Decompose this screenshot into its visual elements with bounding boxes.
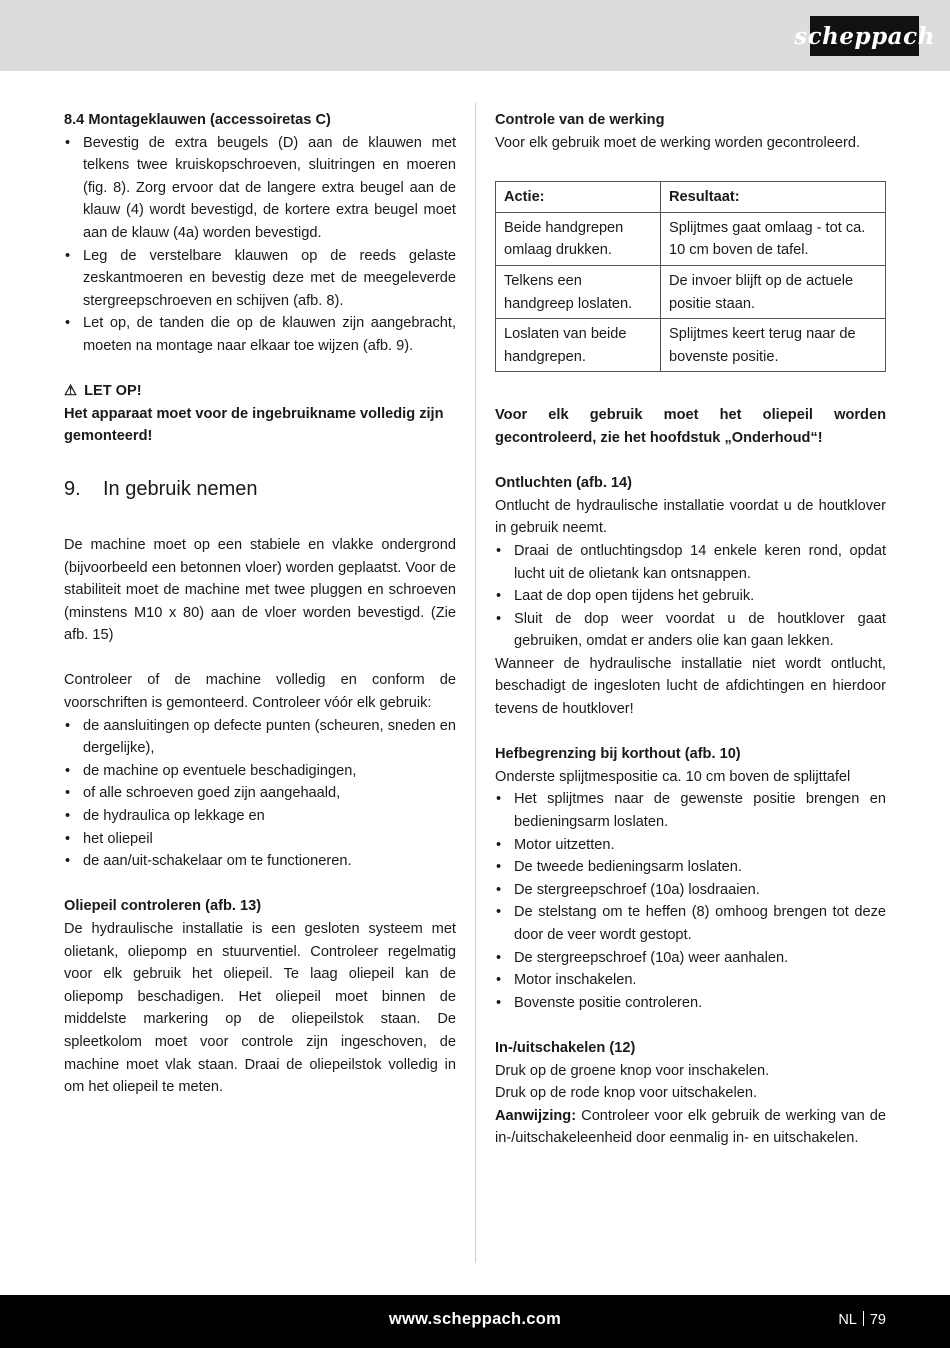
function-check-title: Controle van de werking bbox=[495, 112, 665, 128]
list-item: • Let op, de tanden die op de klauwen zijn aangebracht, moeten na montage naar elkaar toe wijzen (afb. 9). bbox=[64, 312, 456, 357]
separator bbox=[863, 1311, 864, 1326]
list-item: • Leg de verstelbare klauwen op de reeds gelaste zeskantmoeren en bevestig deze met de meegeleverde stergreepschroeven en schijven (afb. 8). bbox=[64, 245, 456, 313]
list-item: • De tweede bedieningsarm loslaten. bbox=[495, 856, 886, 879]
section-8-4-title: 8.4 Montageklauwen (accessoiretas C) bbox=[64, 112, 331, 128]
note-text: Controleer voor elk gebruik de werking van de in-/uitschakeleenheid door eenmalig in- en uitschakelen. bbox=[495, 1107, 886, 1147]
venting-title: Ontluchten (afb. 14) bbox=[495, 475, 633, 492]
list-item: • of alle schroeven goed zijn aangehaald, bbox=[64, 782, 456, 805]
venting-outro: Wanneer de hydraulische installatie niet wordt ontlucht, beschadigt de ingesloten lucht de afdichtingen en hierdoor tevens de houtklover! bbox=[495, 655, 886, 718]
list-item: • De stelstang om te heffen (8) omhoog brengen tot deze door de veer wordt gestopt. bbox=[495, 901, 886, 946]
language-code: NL bbox=[838, 1312, 857, 1328]
lift-limit-title: Hefbegrenzing bij korthout (afb. 10) bbox=[495, 746, 741, 763]
table-row bbox=[496, 265, 886, 318]
warning-icon: ⚠ bbox=[64, 383, 78, 400]
table-header-row bbox=[496, 182, 886, 213]
warning-text: Het apparaat moet voor de ingebruikname volledig zijn gemonteerd! bbox=[64, 405, 444, 445]
list-item: • De stergreepschroef (10a) weer aanhalen. bbox=[495, 947, 886, 970]
warning-label: LET OP! bbox=[84, 383, 142, 400]
left-column bbox=[64, 109, 456, 1099]
function-table bbox=[495, 181, 886, 372]
table-cell: Splijtmes keert terug naar de bovenste positie. bbox=[661, 319, 886, 372]
note-label: Aanwijzing: bbox=[495, 1107, 577, 1124]
list-item: • De stergreepschroef (10a) losdraaien. bbox=[495, 879, 886, 902]
list-item: • Laat de dop open tijdens het gebruik. bbox=[495, 585, 886, 608]
lift-limit-intro: Onderste splijtmespositie ca. 10 cm boven de splijttafel bbox=[495, 768, 851, 785]
table-row bbox=[496, 212, 886, 265]
section-title-text: In gebruik nemen bbox=[103, 477, 258, 500]
list-item: • de aansluitingen op defecte punten (scheuren, sneden en dergelijke), bbox=[64, 715, 456, 760]
oil-check-text: De hydraulische installatie is een gesloten systeem met olietank, oliepomp en stuurventiel. Controleer regelmatig voor elk gebruik het oliepeil. Te laag oliepeil kan de oliepomp beschadigen. Het oliepeil moet binnen de middelste markering op de oliepeilstok staan. De spleetkolom moet voor controle zijn ingeschoven, de machine moet vlak staan. Draai de oliepeilstok volledig in om het oliepeil te meten. bbox=[64, 921, 456, 1096]
venting-list bbox=[495, 540, 886, 653]
section-number: 9. bbox=[64, 477, 81, 500]
list-item: • de hydraulica op lekkage en bbox=[64, 805, 456, 828]
section-9-paragraph-1: De machine moet op een stabiele en vlakke ondergrond (bijvoorbeeld een betonnen vloer) worden geplaatst. Voor de stabiliteit moet de machine met twee pluggen en schroeven (minstens M10 x 80) aan de vloer worden bevestigd. (Zie afb. 15) bbox=[64, 536, 456, 644]
page-number-value: 79 bbox=[869, 1312, 886, 1328]
lift-limit-list bbox=[495, 788, 886, 1014]
switch-off-text: Druk op de rode knop voor uitschakelen. bbox=[495, 1085, 758, 1102]
section-8-4-list bbox=[64, 132, 456, 358]
column-divider bbox=[475, 103, 476, 1263]
page-footer bbox=[0, 1295, 950, 1348]
switch-note bbox=[495, 1105, 886, 1150]
section-9-title bbox=[64, 474, 456, 504]
table-cell: De invoer blijft op de actuele positie staan. bbox=[661, 265, 886, 318]
table-cell: Beide handgrepen omlaag drukken. bbox=[496, 212, 661, 265]
list-item: • Motor uitzetten. bbox=[495, 834, 886, 857]
list-item: • de aan/uit-schakelaar om te functioneren. bbox=[64, 850, 456, 873]
table-cell: Telkens een handgreep loslaten. bbox=[496, 265, 661, 318]
check-list bbox=[64, 715, 456, 873]
switch-on-text: Druk op de groene knop voor inschakelen. bbox=[495, 1062, 770, 1079]
list-item: • Bevestig de extra beugels (D) aan de klauwen met telkens twee kruiskopschroeven, sluitringen en moeren (fig. 8). Zorg ervoor dat de langere extra beugel aan de klauw (4) wordt bevestigd, de kortere extra beugel moet aan de klauw (4a) worden bevestigd. bbox=[64, 132, 456, 245]
oil-level-note: Voor elk gebruik moet het oliepeil worden gecontroleerd, zie het hoofdstuk „Onderhoud“! bbox=[495, 407, 886, 446]
oil-check-title: Oliepeil controleren (afb. 13) bbox=[64, 898, 262, 915]
right-column bbox=[495, 109, 886, 1150]
section-9-paragraph-2: Controleer of de machine volledig en conform de voorschriften is gemonteerd. Controleer vóór elk gebruik: bbox=[64, 672, 456, 712]
list-item: • de machine op eventuele beschadigingen, bbox=[64, 760, 456, 783]
page-header bbox=[0, 0, 950, 71]
table-cell: Splijtmes gaat omlaag - tot ca. 10 cm boven de tafel. bbox=[661, 212, 886, 265]
list-item: • Bovenste positie controleren. bbox=[495, 992, 886, 1015]
page-number bbox=[838, 1311, 886, 1328]
brand-logo: scheppach bbox=[810, 16, 919, 56]
switch-title: In-/uitschakelen (12) bbox=[495, 1039, 636, 1056]
list-item: • het oliepeil bbox=[64, 828, 456, 851]
list-item: • Het splijtmes naar de gewenste positie brengen en bedieningsarm loslaten. bbox=[495, 788, 886, 833]
function-check-text: Voor elk gebruik moet de werking worden gecontroleerd. bbox=[495, 134, 861, 151]
warning-heading bbox=[64, 380, 456, 403]
table-row bbox=[496, 319, 886, 372]
website-link[interactable]: www.scheppach.com bbox=[388, 1310, 562, 1328]
table-header-cell: Resultaat: bbox=[661, 182, 886, 213]
list-item: • Motor inschakelen. bbox=[495, 969, 886, 992]
list-item: • Draai de ontluchtingsdop 14 enkele keren rond, opdat lucht uit de olietank kan ontsnappen. bbox=[495, 540, 886, 585]
list-item: • Sluit de dop weer voordat u de houtklover gaat gebruiken, omdat er anders olie kan gaan lekken. bbox=[495, 608, 886, 653]
table-header-cell: Actie: bbox=[496, 182, 661, 213]
venting-intro: Ontlucht de hydraulische installatie voordat u de houtklover in gebruik neemt. bbox=[495, 497, 886, 537]
table-cell: Loslaten van beide handgrepen. bbox=[496, 319, 661, 372]
